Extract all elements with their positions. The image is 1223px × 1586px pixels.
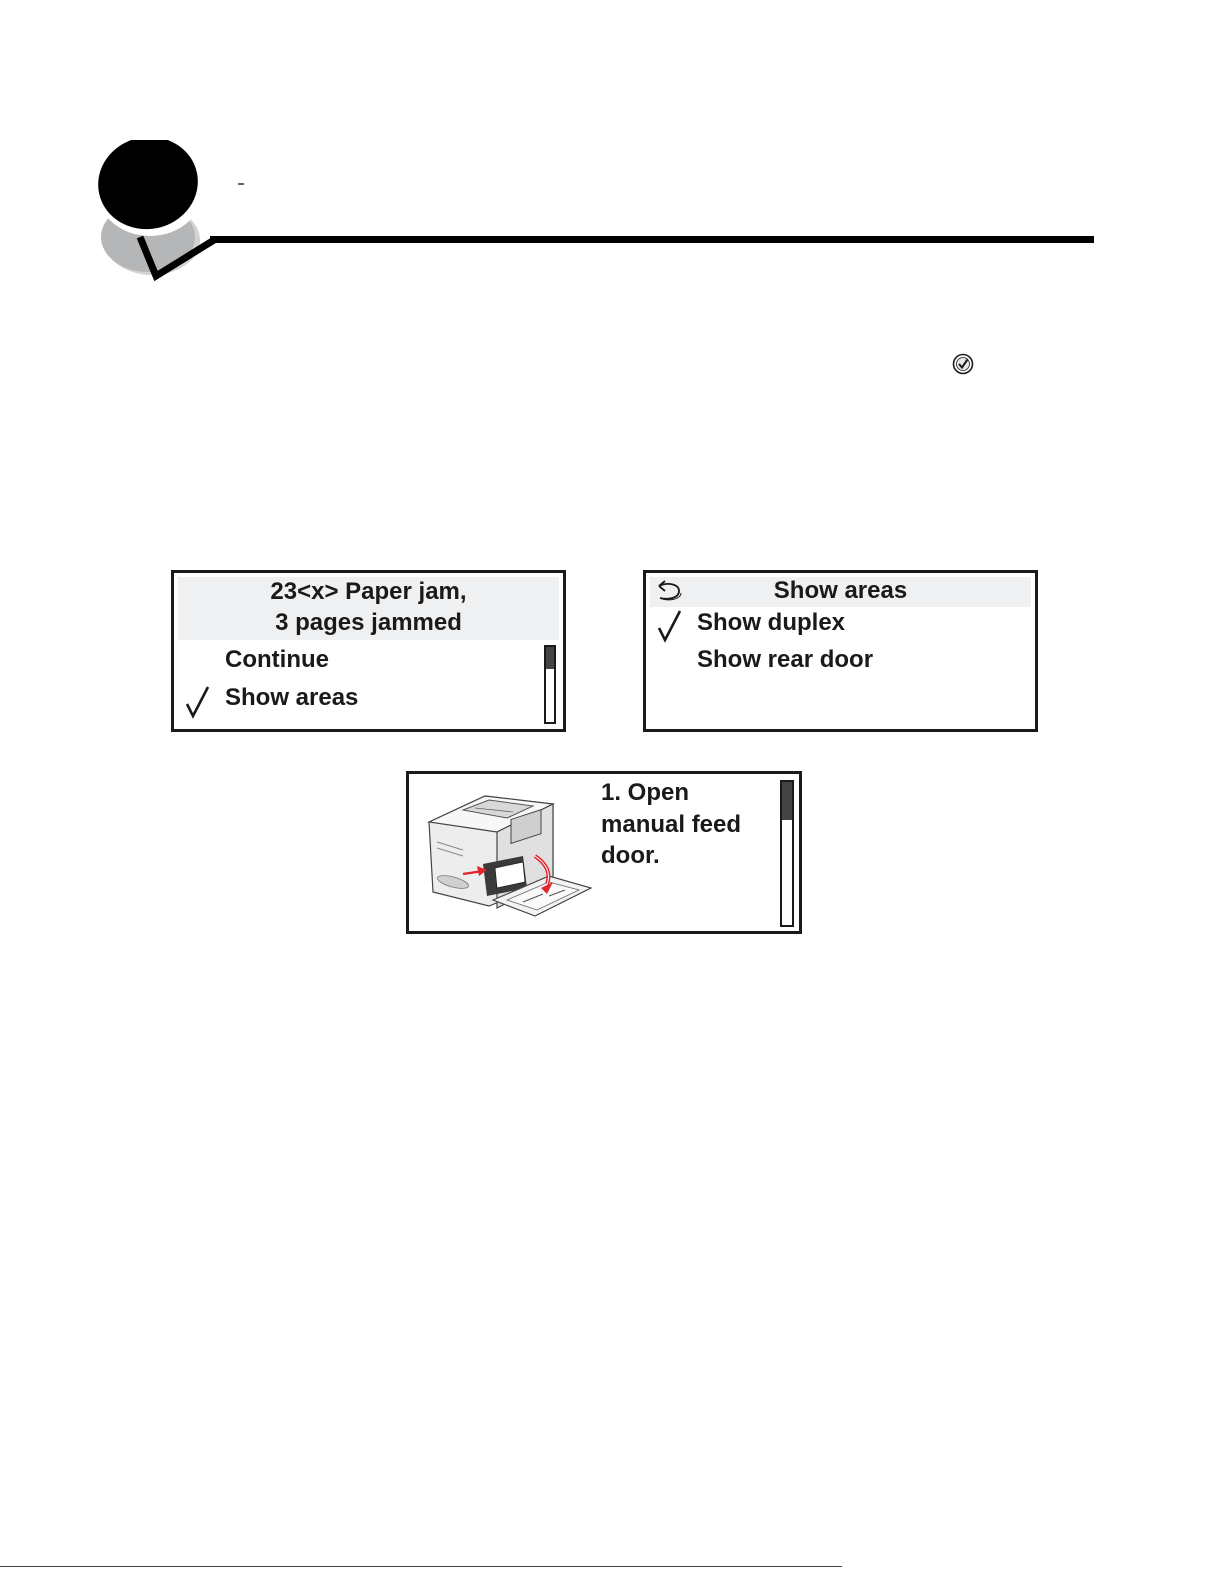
scrollbar[interactable] — [780, 780, 794, 927]
chapter-title-mark — [238, 183, 244, 185]
jam-message-panel — [171, 570, 566, 732]
show-areas-panel — [643, 570, 1038, 732]
menu-item-show-duplex[interactable]: Show duplex — [697, 609, 846, 636]
footer-rule — [0, 1566, 842, 1567]
check-mark-icon — [185, 685, 211, 719]
jam-title-line1: 23<x> Paper jam, — [270, 578, 467, 605]
chapter-heading-rule — [210, 236, 1094, 243]
panel-header — [178, 577, 559, 640]
menu-item-show-rear-door[interactable]: Show rear door — [697, 646, 874, 673]
scrollbar-thumb[interactable] — [546, 647, 554, 669]
step-line-3: door. — [601, 842, 660, 869]
jam-title-line2: 3 pages jammed — [275, 609, 462, 636]
menu-item-continue[interactable]: Continue — [225, 646, 329, 673]
chapter-badge-icon — [96, 140, 226, 282]
select-button-icon — [952, 353, 974, 375]
scrollbar[interactable] — [544, 645, 556, 724]
check-mark-icon — [657, 609, 683, 643]
show-areas-title: Show areas — [773, 577, 908, 604]
back-arrow-icon[interactable] — [654, 578, 684, 604]
panel-header — [650, 577, 1031, 607]
menu-item-show-areas[interactable]: Show areas — [225, 684, 359, 711]
step-line-2: manual feed — [601, 811, 742, 838]
instruction-panel — [406, 771, 802, 934]
step-line-1: 1. Open — [601, 779, 690, 806]
scrollbar-thumb[interactable] — [782, 782, 792, 820]
printer-illustration-icon — [423, 784, 595, 927]
